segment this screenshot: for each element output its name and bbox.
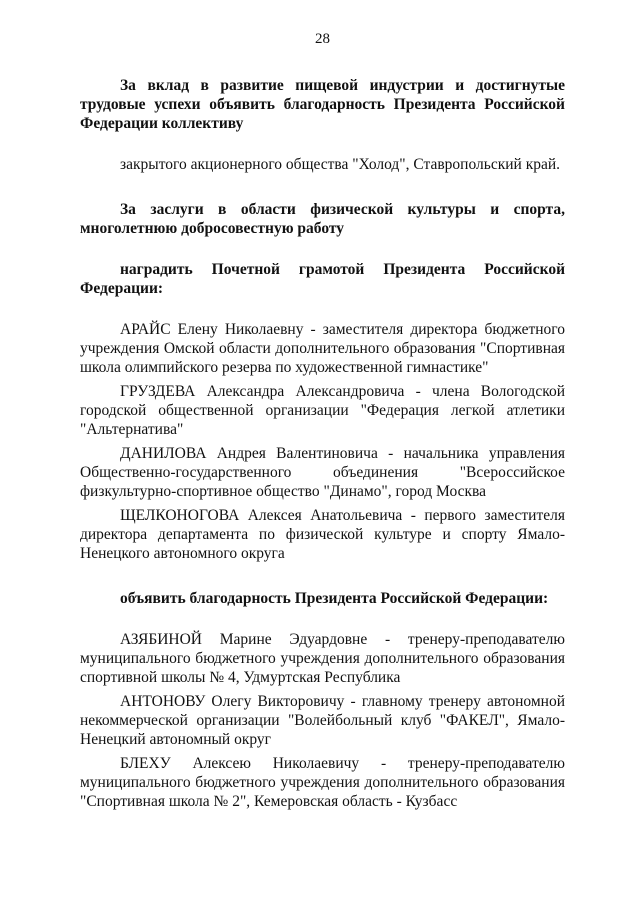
award-entry-4: ЩЕЛКОНОГОВА Алексея Анатольевича - первого заместителя директора департамента по физической культуре и спорту Ямало-Ненецкого автономного округа [80,507,565,562]
gratitude-heading: объявить благодарность Президента Российской Федерации: [120,590,549,607]
award-entry-3: ДАНИЛОВА Андрея Валентиновича - начальника управления Общественно-государственного объединения "Всероссийское физкультурно-спортивное общество "Динамо", город Москва [80,445,565,500]
gratitude-entry-3: БЛЕХУ Алексею Николаевичу - тренеру-преподавателю муниципального бюджетного учреждения дополнительного образования "Спортивная школа № 2", Кемеровская область - Кузбасс [80,755,565,810]
section1-recipient: закрытого акционерного общества "Холод", Ставропольский край. [120,156,561,173]
award-entry-2: ГРУЗДЕВА Александра Александровича - члена Вологодской городской общественной организации "Федерация легкой атлетики "Альтернатива" [80,383,565,438]
gratitude-list [80,630,565,811]
section1-heading: За вклад в развитие пищевой индустрии и достигнутые трудовые успехи объявить благодарность Президента Российской Федерации коллективу [80,77,565,132]
award-entry-1: АРАЙС Елену Николаевну - заместителя директора бюджетного учреждения Омской области дополнительного образования "Спортивная школа олимпийского резерва по художественной гимнастике" [80,321,565,376]
award-list [80,320,565,563]
award-heading: наградить Почетной грамотой Президента Российской Федерации: [80,261,565,297]
page-number: 28 [315,31,330,47]
gratitude-entry-1: АЗЯБИНОЙ Марине Эдуардовне - тренеру-преподавателю муниципального бюджетного учреждения дополнительного образования спортивной школы № 4, Удмуртская Республика [80,631,565,686]
section2-heading: За заслуги в области физической культуры и спорта, многолетнюю добросовестную работу [80,201,565,237]
gratitude-entry-2: АНТОНОВУ Олегу Викторовичу - главному тренеру автономной некоммерческой организации "Волейбольный клуб "ФАКЕЛ", Ямало-Ненецкий автономный округ [80,693,565,748]
